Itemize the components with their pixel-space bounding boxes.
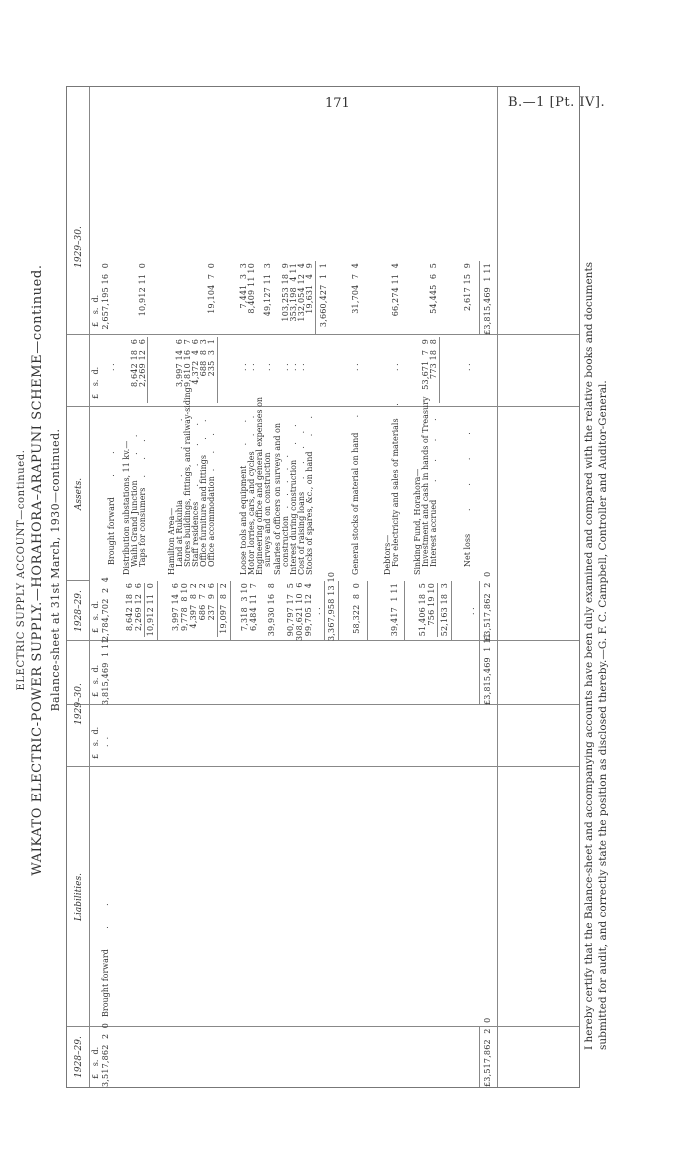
asset-item: Staff residences . . . . — [191, 422, 200, 567]
asset-cur-part: 9,810 16 7 — [183, 339, 192, 388]
liab-cur-dots: . . — [101, 736, 110, 747]
unit-label: £ s. d. — [91, 294, 100, 327]
asset-prev-value: 3,367,958 13 10 — [327, 571, 336, 641]
parliamentary-paper-ref: B.—1 [Pt. IV]. — [508, 95, 606, 110]
liab-cur-grand-total: £3,815,469 1 11 — [483, 633, 492, 705]
asset-cur-total: 19,631 4 9 — [305, 263, 314, 314]
sheet-subtitle: Balance-sheet at 31st March, 1930—continued. — [49, 428, 62, 712]
asset-item: Distribution substations, 11 kv.— — [122, 440, 131, 575]
header-1928-assets: 1928–29. — [74, 590, 84, 632]
asset-cur-total: 103,253 18 9 — [281, 263, 290, 322]
page-number: 171 — [325, 96, 350, 111]
header-1929-liab: 1929–30. — [74, 683, 84, 725]
liab-prev-total: 3,517,862 2 0 — [101, 1022, 110, 1087]
asset-cur-total: 2,617 15 9 — [463, 263, 472, 312]
asset-item: General stocks of material on hand . — [351, 414, 360, 575]
asset-prev-value: 2,784,702 2 4 — [101, 576, 110, 641]
asset-cur-part: . . — [107, 363, 116, 371]
asset-cur-part: 3,997 14 6 — [175, 339, 184, 388]
asset-prev-grand-total: £3,517,862 2 0 — [483, 571, 492, 641]
asset-cur-part: . . — [281, 363, 290, 371]
liab-brought-forward: Brought forward . . — [101, 903, 110, 1017]
asset-cur-total: 132,054 12 4 — [297, 263, 306, 322]
asset-cur-part: . . — [297, 363, 306, 371]
asset-prev-value: 39,930 16 8 — [267, 583, 276, 637]
asset-prev-value: 308,621 10 6 — [295, 582, 304, 641]
asset-cur-total: 8,409 11 10 — [247, 263, 256, 314]
asset-item: Investment and cash in hands of Treasury — [421, 396, 430, 567]
asset-item: surveys and on construction — [263, 452, 272, 567]
asset-item: Taps for consumers . . . — [138, 439, 147, 567]
asset-cur-part: . . — [351, 363, 360, 371]
asset-item: Land at Rukuhia . . . — [175, 418, 184, 567]
asset-cur-part: 773 18 8 — [429, 339, 438, 379]
rotated-balance-sheet — [6, 50, 626, 1090]
asset-cur-total: 54,445 6 5 — [429, 263, 438, 314]
asset-prev-value: 90,797 17 5 — [286, 583, 295, 637]
asset-prev-value: 2,269 12 6 — [134, 583, 143, 632]
asset-cur-total: 7,441 3 3 — [239, 263, 248, 309]
asset-prev-value: 58,322 8 0 — [352, 583, 361, 634]
header-liabilities: Liabilities. — [74, 873, 84, 921]
asset-item: Stores buildings, fittings, and railway-siding — [183, 387, 192, 567]
asset-cur-total: 66,274 11 4 — [391, 263, 400, 317]
unit-label: £ s. d. — [91, 600, 100, 633]
unit-label: £ s. d. — [91, 664, 100, 697]
scheme-title: WAIKATO ELECTRIC-POWER SUPPLY.—HORAHORA–ARAPUNI SCHEME—continued. — [30, 264, 45, 876]
unit-label: £ s. d. — [91, 726, 100, 759]
asset-cur-part: 8,642 18 6 — [130, 339, 139, 388]
asset-item: Cost of raising loans . . . . — [297, 430, 306, 575]
asset-cur-total: 2,657,195 16 0 — [101, 263, 110, 330]
asset-item: Interest during construction . . — [289, 424, 298, 575]
unit-label: £ s. d. — [91, 366, 100, 399]
asset-cur-part: . . — [391, 363, 400, 371]
asset-cur-part: 53,671 7 9 — [421, 339, 430, 390]
asset-cur-part: 2,269 12 6 — [138, 339, 147, 388]
asset-prev-value: 8,642 18 6 — [125, 583, 134, 632]
asset-cur-part: 235 3 1 — [207, 339, 216, 377]
asset-item: Motor lorries, cars, and cycles . . — [247, 415, 256, 575]
asset-cur-total: 19,104 7 0 — [207, 263, 216, 314]
asset-item: Interest accrued . . . . — [429, 418, 438, 567]
asset-item: Waihi Grand Junction . . — [130, 434, 139, 567]
asset-item: Sinking Fund, Horahora— — [413, 468, 422, 575]
asset-item: Stocks of spares, &c., on hand . . — [305, 415, 314, 575]
asset-cur-total: 10,912 11 0 — [138, 263, 147, 317]
liab-prev-grand-total: £3,517,862 2 0 — [483, 1017, 492, 1087]
asset-prev-value: . . — [313, 607, 322, 615]
asset-item: Office accommodation . . . — [207, 433, 216, 567]
header-1928-liab: 1928–29. — [74, 1036, 84, 1078]
balance-sheet-table — [66, 86, 580, 1088]
asset-item: Brought forward . . — [107, 451, 116, 565]
asset-item: Debtors— — [383, 534, 392, 575]
asset-prev-value: 4,397 8 2 — [189, 583, 198, 629]
asset-prev-value: . . — [467, 607, 476, 615]
asset-cur-grand-total: £3,815,469 1 11 — [483, 263, 492, 335]
asset-cur-part: 688 8 3 — [199, 339, 208, 377]
asset-prev-value: 99,705 12 4 — [304, 583, 313, 637]
account-title: ELECTRIC SUPPLY ACCOUNT—continued. — [16, 449, 27, 691]
unit-label: £ s. d. — [91, 1046, 100, 1079]
asset-prev-value: 9,778 8 10 — [180, 583, 189, 632]
asset-cur-part: . . — [263, 363, 272, 371]
header-assets: Assets. — [74, 477, 84, 511]
asset-prev-value: 6,484 11 7 — [249, 583, 258, 632]
asset-item: construction . . . . . — [281, 455, 290, 567]
asset-prev-value: 756 19 10 — [427, 583, 436, 626]
asset-cur-part: 4,372 4 6 — [191, 339, 200, 385]
asset-prev-value: 52,163 18 3 — [440, 583, 449, 637]
asset-item: Engineering office and general expenses on — [255, 396, 264, 575]
asset-item: For electricity and sales of materials . — [391, 403, 400, 567]
asset-prev-value: 7,318 3 10 — [240, 583, 249, 632]
asset-prev-value: 237 9 6 — [207, 583, 216, 621]
asset-prev-value: 10,912 11 0 — [146, 583, 155, 637]
auditor-certificate — [582, 90, 610, 1050]
asset-cur-total: 3,660,427 1 1 — [319, 263, 328, 328]
asset-cur-part: . . — [239, 363, 248, 371]
asset-prev-value: 51,406 18 5 — [418, 583, 427, 637]
asset-cur-total: 49,127 11 3 — [263, 263, 272, 317]
asset-item: Loose tools and equipment . . — [239, 419, 248, 575]
asset-item: Hamilton Area— — [167, 507, 176, 575]
asset-item: Office furniture and fittings . . — [199, 419, 208, 567]
asset-prev-value: 686 7 2 — [198, 583, 207, 621]
header-1929-assets: 1929–30. — [74, 226, 84, 268]
asset-cur-part: . . — [247, 363, 256, 371]
asset-cur-part: . . — [289, 363, 298, 371]
asset-prev-value: 39,417 1 11 — [390, 583, 399, 637]
asset-cur-total: 31,704 7 4 — [351, 263, 360, 314]
asset-prev-value: 19,097 8 2 — [219, 583, 228, 634]
asset-item: Net loss . . . . — [463, 432, 472, 567]
asset-cur-part: . . — [463, 363, 472, 371]
certificate-line-1: I hereby certify that the Balance-sheet and accompanying accounts have been duly examined and compared with the relative books and documents — [583, 261, 595, 1050]
asset-cur-total: 353,198 4 11 — [289, 263, 298, 322]
liab-cur-total: 3,815,469 1 11 — [101, 638, 110, 705]
certificate-line-2: submitted for audit, and correctly state the position as disclosed thereby.—G. F. C. Campbell, Controller and Auditor-General. — [597, 380, 609, 1050]
asset-prev-value: 3,997 14 6 — [171, 583, 180, 632]
asset-item: Salaries of officers on surveys and on — [273, 423, 282, 575]
